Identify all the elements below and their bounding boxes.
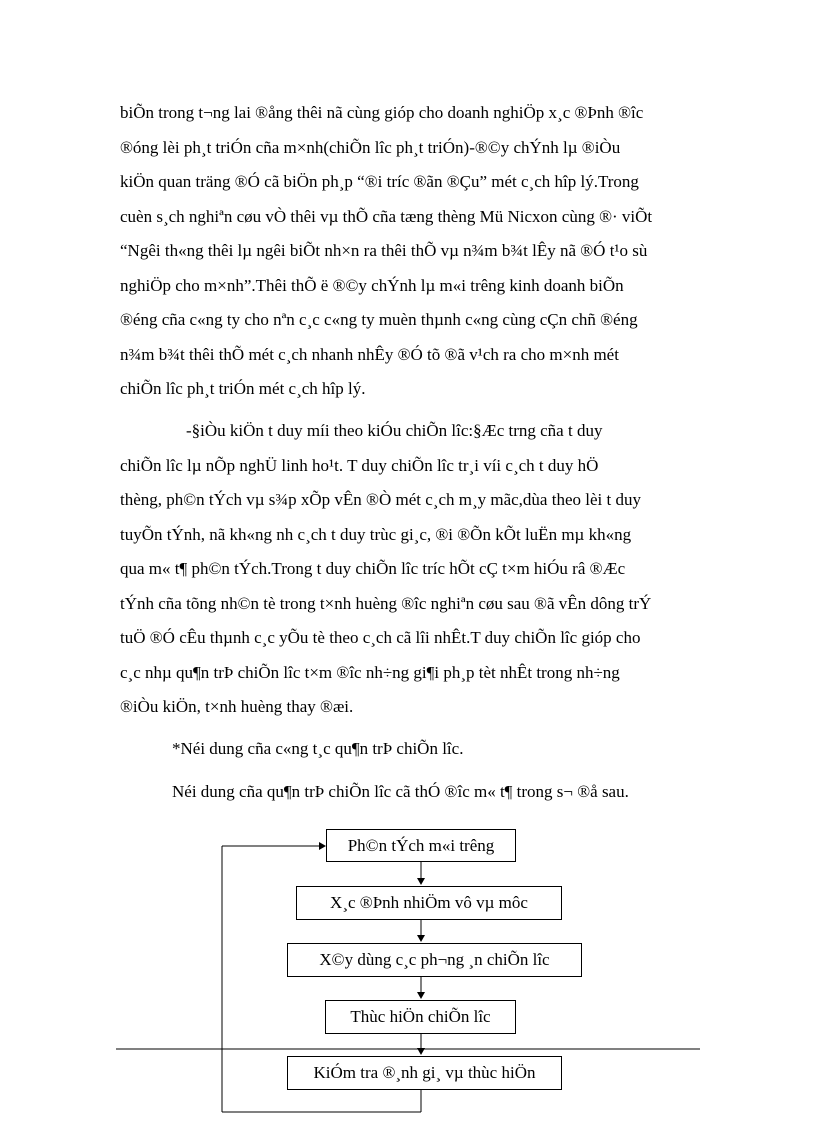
step-environment-analysis: Ph©n tÝch m«i trêng	[326, 829, 516, 862]
text-line: chiÕn lîc ph¸t triÓn mét c¸ch hîp lý.	[120, 379, 366, 398]
text-line: ®éng cña c«ng ty cho nªn c¸c c«ng ty muèn thµnh c«ng cùng cÇn chñ ®éng	[120, 310, 638, 329]
text-line: kiÖn quan träng ®Ó cã biÖn ph¸p “®i tríc ®ãn ®Çu” mét c¸ch hîp lý.Trong	[120, 172, 639, 191]
text-line: thèng, ph©n tÝch vµ s¾p xÕp vÊn ®Ò mét c¸ch m¸y mãc,dùa theo lèi t duy	[120, 490, 641, 509]
step-build-strategy-options: X©y dùng c¸c ph¬ng ¸n chiÕn lîc	[287, 943, 582, 977]
text-line: ®óng lèi ph¸t triÓn cña m×nh(chiÕn lîc ph¸t triÓn)-®©y chÝnh lµ ®iÒu	[120, 138, 621, 157]
text-line: n¾m b¾t thêi thÕ mét c¸ch nhanh nhÊy ®Ó tõ ®ã v¹ch ra cho m×nh mét	[120, 345, 619, 364]
step-define-mission-goals: X¸c ®Þnh nhiÖm vô vµ môc	[296, 886, 562, 920]
text-line: cuèn s¸ch nghiªn cøu vÒ thêi vµ thÕ cña tæng thèng Mü Nicxon cùng ®· viÕt	[120, 207, 653, 226]
section-heading: *Néi dung cña c«ng t¸c qu¶n trÞ chiÕn lîc.	[172, 739, 464, 758]
text-line: “Ngêi th«ng thêi lµ ngêi biÕt nh×n ra thêi thÕ vµ n¾m b¾t lÊy nã ®Ó t¹o sù	[120, 241, 648, 260]
text-line: nghiÖp cho m×nh”.Thêi thÕ ë ®©y chÝnh lµ m«i trêng kinh doanh biÕn	[120, 276, 624, 295]
text-line: qua m« t¶ ph©n tÝch.Trong t duy chiÕn lîc tríc hÕt cÇ t×m hiÓu râ ®Æc	[120, 559, 626, 578]
text-line: c¸c nhµ qu¶n trÞ chiÕn lîc t×m ®îc nh÷ng gi¶i ph¸p tèt nhÊt trong nh÷ng	[120, 663, 620, 682]
text-line: -§iÒu kiÖn t duy míi theo kiÓu chiÕn lîc:§Æc trng cña t duy	[186, 421, 603, 440]
diagram-intro: Néi dung cña qu¶n trÞ chiÕn lîc cã thÓ ®îc m« t¶ trong s¬ ®å sau.	[172, 782, 629, 801]
step-implement-strategy: Thùc hiÖn chiÕn lîc	[325, 1000, 516, 1034]
text-line: tÝnh cña tõng nh©n tè trong t×nh huèng ®îc nghiªn cøu sau ®ã vÊn dông trÝ	[120, 594, 652, 613]
text-line: ®iÒu kiÖn, t×nh huèng thay ®æi.	[120, 697, 354, 716]
text-line: tuÖ ®Ó cÊu thµnh c¸c yÕu tè theo c¸ch cã lîi nhÊt.T duy chiÕn lîc gióp cho	[120, 628, 641, 647]
text-line: biÕn trong t¬ng lai ®ång thêi nã cùng gióp cho doanh nghiÖp x¸c ®Þnh ®îc	[120, 103, 644, 122]
text-line: tuyÕn tÝnh, nã kh«ng nh c¸ch t duy trùc gi¸c, ®i ®Õn kÕt luËn mµ kh«ng	[120, 525, 632, 544]
step-evaluate-control: KiÓm tra ®¸nh gi¸ vµ thùc hiÖn	[287, 1056, 562, 1090]
text-line: chiÕn lîc lµ nÕp nghÜ linh ho¹t. T duy chiÕn lîc tr¸i víi c¸ch t duy hÖ	[120, 456, 599, 475]
